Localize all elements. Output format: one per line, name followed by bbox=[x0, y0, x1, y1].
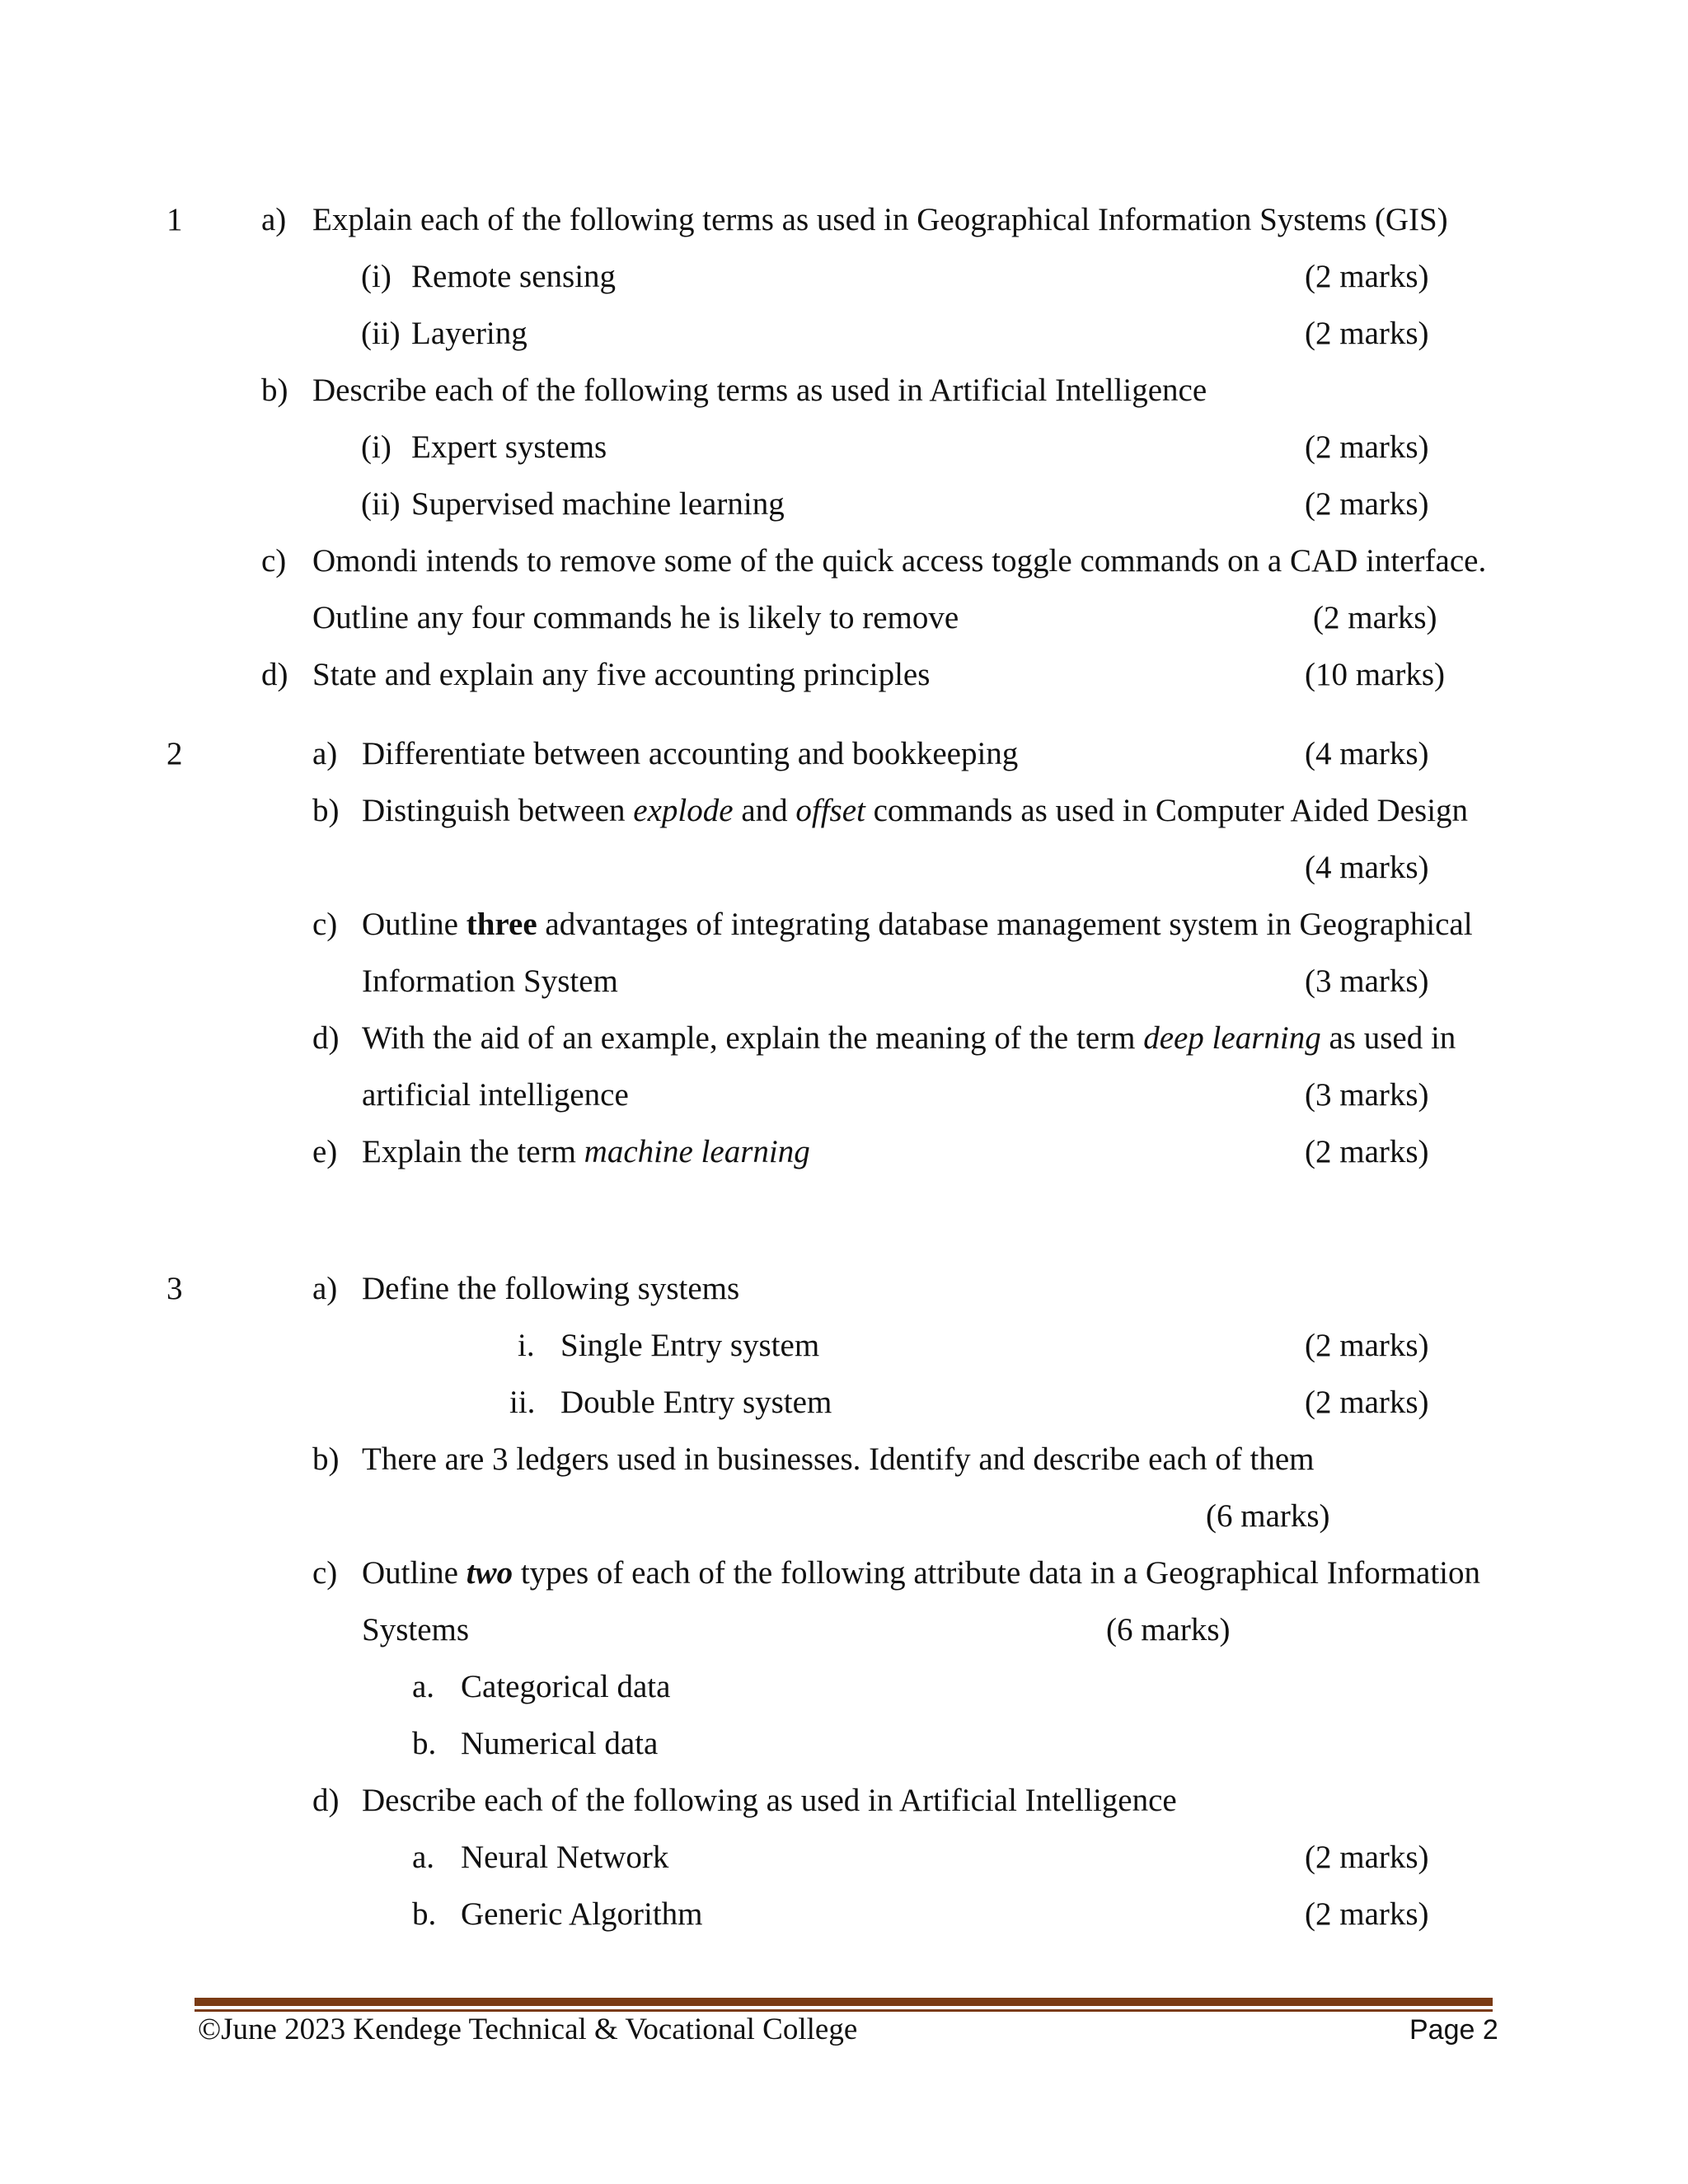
marks: (2 marks) bbox=[1305, 1840, 1429, 1875]
question-text: Distinguish between explode and offset commands as used in Computer Aided Design bbox=[362, 793, 1469, 828]
question-text: Explain the term machine learning bbox=[362, 1134, 810, 1169]
sub-text: Neural Network bbox=[461, 1840, 669, 1875]
part-label: c) bbox=[261, 543, 287, 579]
sub-label: b. bbox=[412, 1726, 437, 1761]
marks: (2 marks) bbox=[1305, 1134, 1429, 1169]
part-label: b) bbox=[312, 793, 340, 828]
question-text: State and explain any five accounting principles bbox=[312, 657, 931, 692]
marks: (2 marks) bbox=[1305, 1896, 1429, 1932]
marks: (6 marks) bbox=[1106, 1612, 1231, 1647]
marks: (3 marks) bbox=[1305, 963, 1429, 999]
question-text: Describe each of the following terms as used in Artificial Intelligence bbox=[312, 373, 1207, 408]
footer-rule-thin bbox=[195, 2009, 1493, 2012]
marks: (2 marks) bbox=[1305, 316, 1429, 351]
sub-label: (i) bbox=[361, 259, 392, 294]
marks: (3 marks) bbox=[1305, 1077, 1429, 1113]
marks: (6 marks) bbox=[1206, 1498, 1330, 1534]
sub-label: (ii) bbox=[361, 486, 401, 522]
part-label: e) bbox=[312, 1134, 338, 1169]
marks: (2 marks) bbox=[1305, 429, 1429, 465]
question-text: Information System bbox=[362, 963, 618, 999]
sub-text: Double Entry system bbox=[560, 1385, 832, 1420]
sub-text: Remote sensing bbox=[411, 259, 617, 294]
marks: (2 marks) bbox=[1313, 600, 1437, 635]
part-label: a) bbox=[312, 736, 338, 771]
part-label: d) bbox=[261, 657, 288, 692]
sub-label: (ii) bbox=[361, 316, 401, 351]
question-text: Systems bbox=[362, 1612, 470, 1647]
sub-text: Single Entry system bbox=[560, 1328, 820, 1363]
part-label: c) bbox=[312, 1555, 338, 1591]
footer-rule-thick bbox=[195, 1998, 1493, 2006]
question-text: Outline two types of each of the following attribute data in a Geographical Information bbox=[362, 1555, 1481, 1591]
marks: (10 marks) bbox=[1305, 657, 1446, 692]
sub-text: Categorical data bbox=[461, 1669, 671, 1704]
question-text: artificial intelligence bbox=[362, 1077, 629, 1113]
footer-copyright: ©June 2023 Kendege Technical & Vocational College bbox=[198, 2013, 858, 2046]
question-text: Outline three advantages of integrating database management system in Geographical bbox=[362, 907, 1473, 942]
question-text: With the aid of an example, explain the meaning of the term deep learning as used in bbox=[362, 1020, 1456, 1056]
part-label: c) bbox=[312, 907, 338, 942]
part-label: b) bbox=[261, 373, 288, 408]
sub-label: a. bbox=[412, 1669, 435, 1704]
part-label: a) bbox=[312, 1271, 338, 1306]
sub-label: (i) bbox=[361, 429, 392, 465]
sub-label: ii. bbox=[509, 1385, 536, 1420]
question-text: Differentiate between accounting and bookkeeping bbox=[362, 736, 1019, 771]
sub-text: Expert systems bbox=[411, 429, 607, 465]
sub-text: Numerical data bbox=[461, 1726, 659, 1761]
sub-text: Supervised machine learning bbox=[411, 486, 785, 522]
part-label: d) bbox=[312, 1020, 340, 1056]
question-text: Describe each of the following as used in Artificial Intelligence bbox=[362, 1783, 1177, 1818]
part-label: b) bbox=[312, 1441, 340, 1477]
sub-text: Layering bbox=[411, 316, 528, 351]
question-text: Explain each of the following terms as used in Geographical Information Systems (GIS) bbox=[312, 202, 1448, 237]
sub-label: b. bbox=[412, 1896, 437, 1932]
question-text: Outline any four commands he is likely to remove bbox=[312, 600, 959, 635]
question-text: There are 3 ledgers used in businesses. Identify and describe each of them bbox=[362, 1441, 1315, 1477]
question-number: 2 bbox=[166, 736, 183, 771]
page-number: Page 2 bbox=[1409, 2014, 1498, 2046]
part-label: a) bbox=[261, 202, 287, 237]
sub-text: Generic Algorithm bbox=[461, 1896, 703, 1932]
sub-label: a. bbox=[412, 1840, 435, 1875]
question-text: Define the following systems bbox=[362, 1271, 740, 1306]
question-number: 1 bbox=[166, 202, 183, 237]
question-text: Omondi intends to remove some of the quick access toggle commands on a CAD interface. bbox=[312, 543, 1487, 579]
sub-label: i. bbox=[518, 1328, 535, 1363]
question-number: 3 bbox=[166, 1271, 183, 1306]
marks: (2 marks) bbox=[1305, 1385, 1429, 1420]
part-label: d) bbox=[312, 1783, 340, 1818]
marks: (4 marks) bbox=[1305, 850, 1429, 885]
marks: (2 marks) bbox=[1305, 1328, 1429, 1363]
marks: (2 marks) bbox=[1305, 486, 1429, 522]
marks: (4 marks) bbox=[1305, 736, 1429, 771]
marks: (2 marks) bbox=[1305, 259, 1429, 294]
